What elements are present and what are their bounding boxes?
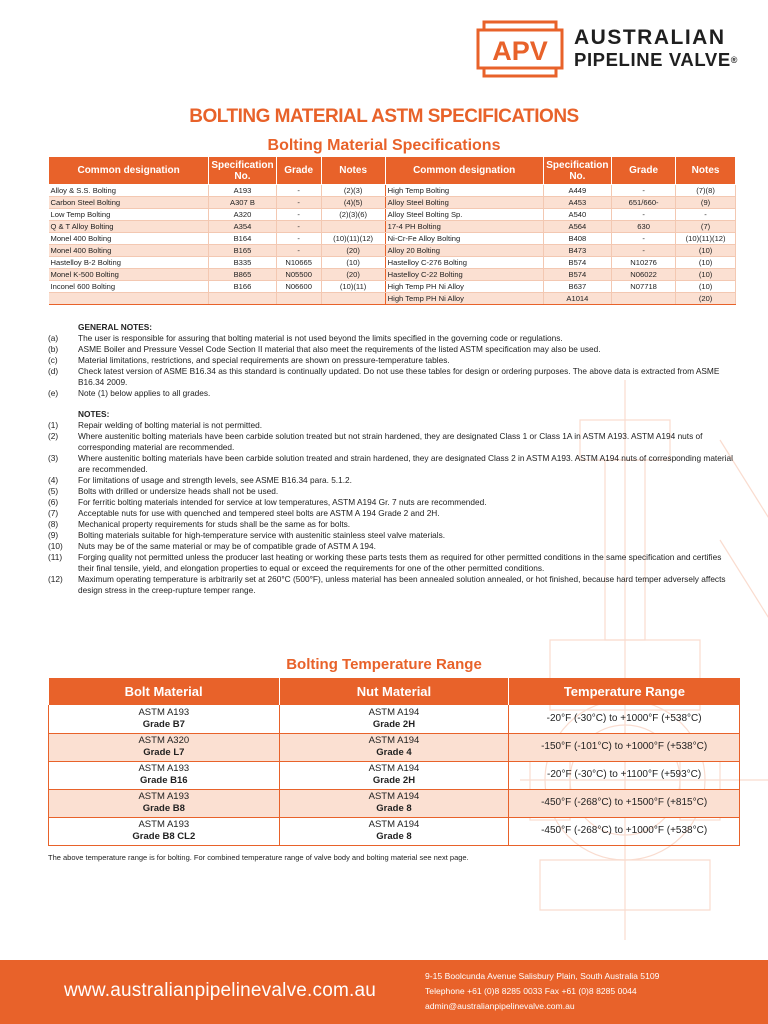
note-item xyxy=(48,530,738,541)
phone-label: Telephone xyxy=(425,986,465,996)
note-item xyxy=(48,552,738,574)
table-cell: A320 xyxy=(209,209,277,221)
table-cell: (20) xyxy=(321,269,385,281)
note-item xyxy=(48,486,738,497)
table-cell: High Temp Bolting xyxy=(385,185,543,197)
notes-list xyxy=(48,420,738,596)
bolt-grade: Grade L7 xyxy=(143,747,185,758)
table-cell: (10) xyxy=(676,281,736,293)
table-cell: B166 xyxy=(209,281,277,293)
nut-spec: ASTM A194 xyxy=(368,735,420,746)
note-text: Where austenitic bolting materials have been carbide solution treated and strain hardened, they are designated Class 2 in ASTM A193. ASTM A194 nuts of corresponding material are recommended. xyxy=(78,453,733,474)
footer-bar xyxy=(0,960,768,1024)
nut-grade: Grade 4 xyxy=(376,747,412,758)
spec-header-cell: Specification No. xyxy=(543,157,611,185)
nut-spec: ASTM A194 xyxy=(368,763,420,774)
note-text: For limitations of usage and strength levels, see ASME B16.34 para. 5.1.2. xyxy=(78,475,352,485)
bolt-material-cell xyxy=(49,705,280,733)
note-item xyxy=(48,420,738,431)
logo-wordmark xyxy=(574,27,738,71)
note-item xyxy=(48,388,738,399)
note-item xyxy=(48,333,738,344)
table-cell: (10) xyxy=(676,257,736,269)
logo-line-2 xyxy=(574,49,738,71)
contact-block xyxy=(425,969,659,1014)
nut-spec: ASTM A194 xyxy=(368,791,420,802)
table-cell: - xyxy=(276,221,321,233)
general-notes-heading: GENERAL NOTES: xyxy=(78,322,153,332)
note-key: (3) xyxy=(48,453,59,463)
table-cell: A453 xyxy=(543,197,611,209)
temp-header-cell: Temperature Range xyxy=(509,678,740,705)
table-cell: - xyxy=(276,245,321,257)
table-cell: Low Temp Bolting xyxy=(49,209,209,221)
table-row xyxy=(49,789,740,817)
spec-table-title: Bolting Material Specifications xyxy=(267,137,501,154)
logo-line-2-text: PIPELINE VALVE xyxy=(574,49,731,70)
table-row xyxy=(49,817,740,845)
website-link[interactable]: www.australianpipelinevalve.com.au xyxy=(64,980,377,1001)
bolt-grade: Grade B7 xyxy=(142,718,185,730)
bolt-spec: ASTM A193 xyxy=(138,706,190,718)
table-cell: B473 xyxy=(543,245,611,257)
phone-fax-line xyxy=(425,984,659,999)
temp-header-cell: Bolt Material xyxy=(49,678,280,705)
table-cell: 651/660- xyxy=(612,197,676,209)
temperature-range-table xyxy=(48,678,740,846)
table-cell: Carbon Steel Bolting xyxy=(49,197,209,209)
note-key: (e) xyxy=(48,388,59,398)
table-cell: N10665 xyxy=(276,257,321,269)
table-row xyxy=(49,269,736,281)
table-cell: A449 xyxy=(543,185,611,197)
note-key: (b) xyxy=(48,344,59,354)
temperature-range-cell: -450°F (-268°C) to +1000°F (+538°C) xyxy=(509,817,740,845)
nut-spec: ASTM A194 xyxy=(368,706,420,718)
note-item xyxy=(48,541,738,552)
table-row xyxy=(49,209,736,221)
table-cell xyxy=(49,293,209,305)
table-cell: (7) xyxy=(676,221,736,233)
nut-material-cell xyxy=(279,761,509,789)
table-cell: B574 xyxy=(543,269,611,281)
note-key: (4) xyxy=(48,475,59,485)
note-key: (7) xyxy=(48,508,59,518)
table-cell: Hastelloy C-22 Bolting xyxy=(385,269,543,281)
table-cell: Q & T Alloy Bolting xyxy=(49,221,209,233)
registered-mark: ® xyxy=(730,55,739,65)
table-cell: B637 xyxy=(543,281,611,293)
bolting-spec-table xyxy=(48,156,736,305)
note-text: Bolting materials suitable for high-temperature service with austenitic stainless steel valve materials. xyxy=(78,530,446,540)
notes-heading: NOTES: xyxy=(78,409,110,419)
table-cell: - xyxy=(276,197,321,209)
table-cell: A564 xyxy=(543,221,611,233)
general-notes-list xyxy=(48,333,738,399)
note-text: Mechanical property requirements for studs shall be the same as for bolts. xyxy=(78,519,351,529)
table-cell: - xyxy=(612,233,676,245)
nut-grade: Grade 2H xyxy=(372,718,416,730)
table-row xyxy=(49,761,740,789)
note-item xyxy=(48,344,738,355)
table-cell: (4)(5) xyxy=(321,197,385,209)
note-text: Repair welding of bolting material is not permitted. xyxy=(78,420,263,430)
temperature-table-title: Bolting Temperature Range xyxy=(286,656,482,673)
table-cell: - xyxy=(612,245,676,257)
spec-header-cell: Notes xyxy=(321,157,385,185)
table-cell: (10)(11) xyxy=(321,281,385,293)
table-row xyxy=(49,293,736,305)
note-key: (10) xyxy=(48,541,63,551)
table-row xyxy=(49,705,740,733)
table-cell xyxy=(209,293,277,305)
fax-label: Fax xyxy=(544,986,560,996)
spec-header-cell: Common designation xyxy=(49,157,209,185)
table-cell: - xyxy=(276,209,321,221)
note-item xyxy=(48,519,738,530)
note-text: Material limitations, restrictions, and special requirements are shown on pressure-temperature tables. xyxy=(78,355,450,365)
table-cell: High Temp PH Ni Alloy xyxy=(385,293,543,305)
table-cell: (10)(11)(12) xyxy=(676,233,736,245)
note-text: Check latest version of ASME B16.34 as this standard is continually updated. Do not use these tables for design or ordering purposes. The above data is extracted from ASME B16.34 2009. xyxy=(78,366,720,387)
spec-header-cell: Specification No. xyxy=(209,157,277,185)
table-row xyxy=(49,733,740,761)
table-cell: Alloy & S.S. Bolting xyxy=(49,185,209,197)
table-cell: A1014 xyxy=(543,293,611,305)
spec-header-cell: Notes xyxy=(676,157,736,185)
table-row xyxy=(49,257,736,269)
table-cell: A307 B xyxy=(209,197,277,209)
apv-logo-icon xyxy=(476,20,564,78)
table-cell: - xyxy=(276,233,321,245)
table-cell: - xyxy=(676,209,736,221)
temperature-range-cell: -20°F (-30°C) to +1000°F (+538°C) xyxy=(509,705,740,733)
table-cell: (2)(3) xyxy=(321,185,385,197)
note-text: Note (1) below applies to all grades. xyxy=(78,388,211,398)
nut-grade: Grade 2H xyxy=(372,775,416,786)
note-item xyxy=(48,475,738,486)
note-key: (1) xyxy=(48,420,59,430)
notes-section xyxy=(48,320,738,596)
table-cell: A354 xyxy=(209,221,277,233)
bolt-spec: ASTM A193 xyxy=(138,819,190,830)
nut-grade: Grade 8 xyxy=(376,803,412,814)
table-cell xyxy=(276,293,321,305)
bolt-spec: ASTM A193 xyxy=(138,791,190,802)
nut-spec: ASTM A194 xyxy=(368,819,420,830)
table-row xyxy=(49,245,736,257)
table-cell: B165 xyxy=(209,245,277,257)
note-key: (a) xyxy=(48,333,59,343)
spec-header-cell: Grade xyxy=(276,157,321,185)
spec-table-header-row xyxy=(49,157,736,185)
note-text: For ferritic bolting materials intended for service at low temperatures, ASTM A194 Gr. 7 nuts are recommended. xyxy=(78,497,487,507)
note-key: (d) xyxy=(48,366,59,376)
table-cell: N06022 xyxy=(612,269,676,281)
note-item xyxy=(48,431,738,453)
table-cell xyxy=(612,293,676,305)
table-cell: A193 xyxy=(209,185,277,197)
table-cell: B865 xyxy=(209,269,277,281)
table-cell: (20) xyxy=(321,245,385,257)
page-title: BOLTING MATERIAL ASTM SPECIFICATIONS xyxy=(189,106,579,127)
note-text: Forging quality not permitted unless the producer last heating or working these parts tests them as required for other permitted conditions in the same specification and certifies their final tensile, yield, and elongation properties to equal or exceed the requirements for one of the other permitted conditions. xyxy=(78,552,722,573)
note-text: Bolts with drilled or undersize heads shall not be used. xyxy=(78,486,279,496)
nut-material-cell xyxy=(279,817,509,845)
note-item xyxy=(48,497,738,508)
note-item xyxy=(48,355,738,366)
bolt-spec: ASTM A320 xyxy=(138,735,190,746)
bolt-material-cell xyxy=(49,733,280,761)
table-cell: B574 xyxy=(543,257,611,269)
table-cell: - xyxy=(276,185,321,197)
table-cell: B335 xyxy=(209,257,277,269)
table-cell: A540 xyxy=(543,209,611,221)
table-cell xyxy=(321,221,385,233)
note-key: (12) xyxy=(48,574,63,584)
bolt-grade: Grade B16 xyxy=(140,775,188,786)
table-cell: B408 xyxy=(543,233,611,245)
table-cell: B164 xyxy=(209,233,277,245)
bolt-grade: Grade B8 xyxy=(142,803,185,814)
table-row xyxy=(49,185,736,197)
table-cell: (9) xyxy=(676,197,736,209)
bolt-material-cell xyxy=(49,817,280,845)
table-cell: Monel K-500 Bolting xyxy=(49,269,209,281)
table-cell: - xyxy=(612,209,676,221)
table-cell: Inconel 600 Bolting xyxy=(49,281,209,293)
table-cell: 17-4 PH Bolting xyxy=(385,221,543,233)
note-key: (6) xyxy=(48,497,59,507)
nut-material-cell xyxy=(279,705,509,733)
note-text: Nuts may be of the same material or may be of compatible grade of ASTM A 194. xyxy=(78,541,376,551)
bolt-material-cell xyxy=(49,789,280,817)
company-logo xyxy=(476,18,738,80)
temperature-range-cell: -450°F (-268°C) to +1500°F (+815°C) xyxy=(509,789,740,817)
table-cell: N06600 xyxy=(276,281,321,293)
table-cell: Ni-Cr-Fe Alloy Bolting xyxy=(385,233,543,245)
note-key: (c) xyxy=(48,355,58,365)
table-row xyxy=(49,281,736,293)
table-cell: 630 xyxy=(612,221,676,233)
nut-material-cell xyxy=(279,789,509,817)
fax-number: +61 (0)8 8285 0044 xyxy=(561,986,637,996)
table-cell: (20) xyxy=(676,293,736,305)
nut-grade: Grade 8 xyxy=(376,831,412,842)
table-cell: (2)(3)(6) xyxy=(321,209,385,221)
temp-header-cell: Nut Material xyxy=(279,678,509,705)
note-key: (11) xyxy=(48,552,63,562)
table-cell: (10) xyxy=(676,245,736,257)
note-item xyxy=(48,574,738,596)
note-text: ASME Boiler and Pressure Vessel Code Section II material that also meet the requirements of the listed ASTM specification may also be used. xyxy=(78,344,601,354)
spec-header-cell: Common designation xyxy=(385,157,543,185)
bolt-material-cell xyxy=(49,761,280,789)
phone-number[interactable]: +61 (0)8 8285 0033 xyxy=(467,986,543,996)
temperature-range-cell: -150°F (-101°C) to +1000°F (+538°C) xyxy=(509,733,740,761)
note-text: The user is responsible for assuring that bolting material is not used beyond the limits specified in the governing code or regulations. xyxy=(78,333,563,343)
table-cell: Monel 400 Bolting xyxy=(49,233,209,245)
table-row xyxy=(49,197,736,209)
note-text: Where austenitic bolting materials have been carbide solution treated but not strain hardened, they are designated Class 1 or Class 1A in ASTM A193. ASTM A194 nuts of corresponding material are recommended. xyxy=(78,431,703,452)
table-cell xyxy=(321,293,385,305)
table-cell: (7)(8) xyxy=(676,185,736,197)
note-key: (8) xyxy=(48,519,59,529)
bolt-grade: Grade B8 CL2 xyxy=(132,831,196,842)
table-cell: Alloy Steel Bolting xyxy=(385,197,543,209)
table-cell: Hastelloy B-2 Bolting xyxy=(49,257,209,269)
temperature-table-body xyxy=(49,705,740,845)
logo-abbr: APV xyxy=(492,36,548,66)
table-row xyxy=(49,221,736,233)
table-cell: High Temp PH Ni Alloy xyxy=(385,281,543,293)
table-cell: (10) xyxy=(321,257,385,269)
temperature-table-footnote: The above temperature range is for bolting. For combined temperature range of valve body and bolting material see next page. xyxy=(48,853,469,862)
table-cell: N10276 xyxy=(612,257,676,269)
table-cell: (10) xyxy=(676,269,736,281)
note-key: (5) xyxy=(48,486,59,496)
table-cell: N05500 xyxy=(276,269,321,281)
address-line: 9-15 Boolcunda Avenue Salisbury Plain, South Australia 5109 xyxy=(425,971,660,981)
temperature-table-header-row xyxy=(49,678,740,705)
note-item xyxy=(48,508,738,519)
note-item xyxy=(48,366,738,388)
table-cell: Alloy 20 Bolting xyxy=(385,245,543,257)
note-text: Maximum operating temperature is arbitrarily set at 260°C (500°F), unless material has been annealed solution annealed, or hot finished, because hard temper adversely affects design stress in the creep-rupture temper range. xyxy=(78,574,726,595)
table-row xyxy=(49,233,736,245)
spec-table-body xyxy=(49,185,736,305)
note-text: Acceptable nuts for use with quenched and tempered steel bolts are ASTM A 194 Grade 2 and 2H. xyxy=(78,508,440,518)
nut-material-cell xyxy=(279,733,509,761)
bolt-spec: ASTM A193 xyxy=(138,763,190,774)
spec-header-cell: Grade xyxy=(612,157,676,185)
table-cell: (10)(11)(12) xyxy=(321,233,385,245)
table-cell: Alloy Steel Bolting Sp. xyxy=(385,209,543,221)
note-key: (2) xyxy=(48,431,59,441)
table-cell: Monel 400 Bolting xyxy=(49,245,209,257)
logo-line-1: AUSTRALIAN xyxy=(574,26,726,49)
table-cell: - xyxy=(612,185,676,197)
table-cell: N07718 xyxy=(612,281,676,293)
table-cell: Hastelloy C-276 Bolting xyxy=(385,257,543,269)
note-item xyxy=(48,453,738,475)
note-key: (9) xyxy=(48,530,59,540)
temperature-range-cell: -20°F (-30°C) to +1100°F (+593°C) xyxy=(509,761,740,789)
email-link[interactable]: admin@australianpipelinevalve.com.au xyxy=(425,1001,575,1011)
